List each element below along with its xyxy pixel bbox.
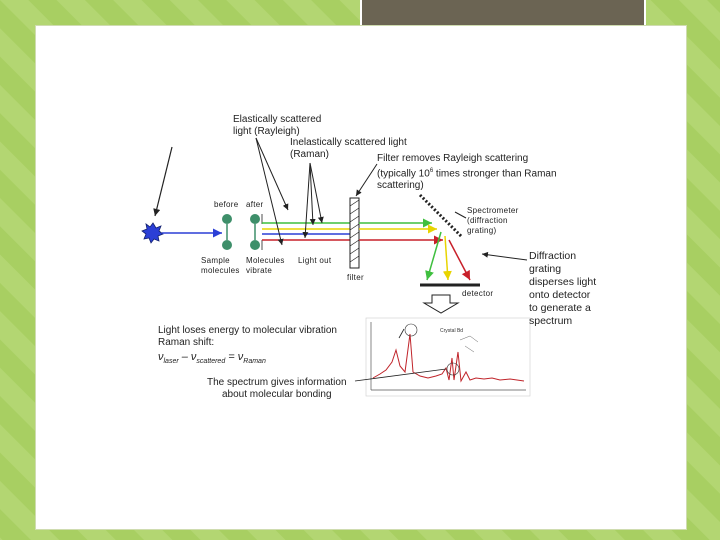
pointer-diffraction	[482, 254, 527, 260]
raman-shift-equation: $\nu_{laser} - \nu_{scattered} = \nu_{Raman}$	[158, 351, 266, 366]
dispersed-beam-green	[427, 232, 441, 280]
spectrum-title: Crystal Bd	[440, 328, 464, 334]
label-before: before	[214, 200, 239, 209]
label-light-out: Light out	[298, 256, 332, 265]
molecule-after-icon	[250, 214, 262, 250]
pointer-inelastic-3	[305, 163, 310, 238]
label-filter: filter	[347, 273, 364, 282]
filter-icon	[350, 198, 359, 268]
pointer-spectrometer	[455, 212, 466, 218]
dispersed-beam-yellow	[445, 236, 448, 280]
label-after: after	[246, 200, 264, 209]
label-detector: detector	[462, 289, 494, 298]
label-spectrum-info: The spectrum gives information about molecular bonding	[207, 377, 347, 400]
molecule-before-icon	[222, 214, 232, 250]
label-sample-molecules: Sample molecules	[201, 256, 240, 275]
dispersed-beam-red	[449, 240, 470, 280]
label-filter-note: Filter removes Rayleigh scattering (typically $10^6$ times stronger than Raman scattering)	[377, 153, 557, 192]
raman-spectrum-plot	[366, 318, 530, 396]
label-elastic: Elastically scattered light (Rayleigh)	[233, 114, 322, 137]
label-inelastic: Inelastically scattered light (Raman)	[290, 137, 407, 160]
label-spectrometer: Spectrometer (diffraction grating)	[467, 206, 519, 235]
label-molecules-vibrate: Molecules vibrate	[246, 256, 285, 275]
diffraction-grating-icon	[420, 195, 462, 237]
down-arrow-icon	[424, 295, 458, 313]
label-energy: Light loses energy to molecular vibration Raman shift:	[158, 325, 337, 348]
label-diffraction-note: Diffraction grating disperses light onto detector to generate a spectrum	[529, 250, 597, 327]
pointer-filter	[356, 164, 377, 196]
pointer-line	[155, 147, 172, 216]
laser-source-icon	[142, 223, 163, 243]
